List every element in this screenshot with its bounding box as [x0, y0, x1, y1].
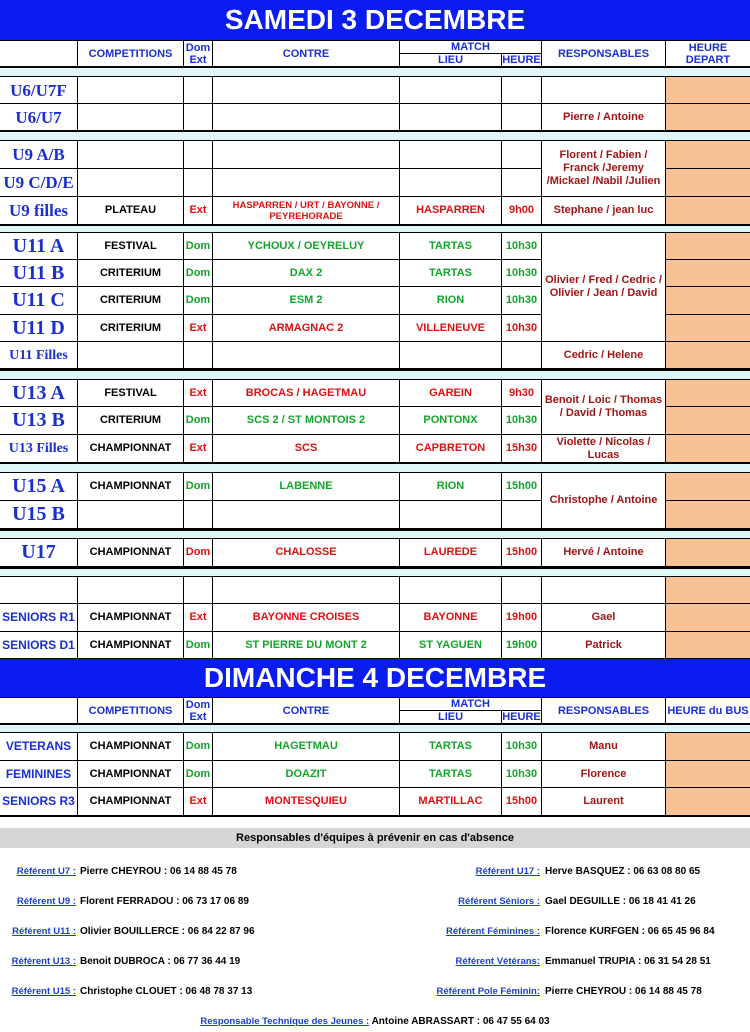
ref-u17-label[interactable]: Référent U17 :	[475, 866, 540, 877]
u6-block	[0, 77, 750, 132]
referents-title: Responsables d'équipes à prévenir en cas d'absence	[0, 828, 750, 848]
header2-dom-ext: Dom Ext	[184, 698, 213, 724]
contre-vet: HAGETMAU	[213, 733, 400, 761]
lieu-vet: TARTAS	[400, 733, 502, 761]
team-u17: U17	[0, 539, 78, 567]
de-u13a: Ext	[184, 380, 213, 407]
de-vet: Dom	[184, 733, 213, 761]
heure-u11a: 10h30	[502, 233, 542, 260]
ref-seniors-value: Gael DEGUILLE : 06 18 41 41 26	[545, 896, 696, 907]
contre-u13f: SCS	[213, 435, 400, 463]
contre-u13a: BROCAS / HAGETMAU	[213, 380, 400, 407]
ref-u9-label[interactable]: Référent U9 :	[16, 896, 76, 907]
resp-u9: Florent / Fabien / Franck /Jeremy /Mickael /Nabil /Julien	[542, 141, 666, 197]
team-u15a: U15 A	[0, 473, 78, 501]
ref-u13-value: Benoit DUBROCA : 06 77 36 44 19	[80, 956, 241, 967]
lieu-u13b: PONTONX	[400, 407, 502, 435]
lieu-u11b: TARTAS	[400, 260, 502, 287]
u9-block	[0, 141, 750, 226]
resp-u13: Benoit / Loic / Thomas / David / Thomas	[542, 380, 666, 435]
lieu-u11a: TARTAS	[400, 233, 502, 260]
resp-u11: Olivier / Fred / Cedric / Olivier / Jean / David	[542, 233, 666, 342]
heure-fem: 10h30	[502, 761, 542, 788]
contre-u11d: ARMAGNAC 2	[213, 315, 400, 342]
comp-vet: CHAMPIONNAT	[78, 733, 184, 761]
heure-u11b: 10h30	[502, 260, 542, 287]
heure-u15a: 15h00	[502, 473, 542, 501]
resp-u11f: Cedric / Helene	[542, 342, 666, 369]
comp-fem: CHAMPIONNAT	[78, 761, 184, 788]
team-fem: FEMININES	[0, 761, 78, 788]
de-u11d: Ext	[184, 315, 213, 342]
heure-u11c: 10h30	[502, 287, 542, 315]
heure-r3: 15h00	[502, 788, 542, 816]
header-depart: HEURE DEPART	[685, 42, 731, 66]
de-fem: Dom	[184, 761, 213, 788]
contre-u11a: YCHOUX / OEYRELUY	[213, 233, 400, 260]
ref-u11-value: Olivier BOUILLERCE : 06 84 22 87 96	[80, 926, 255, 937]
ref-u15-value: Christophe CLOUET : 06 48 78 37 13	[80, 986, 253, 997]
contre-u11c: ESM 2	[213, 287, 400, 315]
comp-u13b: CRITERIUM	[78, 407, 184, 435]
team-u9f: U9 filles	[0, 197, 78, 225]
ref-u17-value: Herve BASQUEZ : 06 63 08 80 65	[545, 866, 701, 877]
de-u17: Dom	[184, 539, 213, 567]
tech-value: Antoine ABRASSART : 06 47 55 64 03	[371, 1016, 550, 1027]
ref-feminines-value: Florence KURFGEN : 06 65 45 96 84	[545, 926, 715, 937]
comp-u15a: CHAMPIONNAT	[78, 473, 184, 501]
tech-label[interactable]: Responsable Technique des Jeunes :	[200, 1016, 370, 1027]
header-responsables: RESPONSABLES	[542, 41, 666, 67]
resp-u6: Pierre / Antoine	[542, 104, 666, 131]
lieu-u13f: CAPBRETON	[400, 435, 502, 463]
ref-u7-value: Pierre CHEYROU : 06 14 88 45 78	[80, 866, 237, 877]
header2-match: MATCH LIEU HEURE	[400, 698, 542, 724]
ref-pole-feminin-value: Pierre CHEYROU : 06 14 88 45 78	[545, 986, 702, 997]
heure-u9f: 9h00	[502, 197, 542, 225]
de-u13f: Ext	[184, 435, 213, 463]
header-contre: CONTRE	[213, 41, 400, 67]
contre-u9f: HASPARREN / URT / BAYONNE / PEYREHORADE	[213, 197, 400, 225]
heure-u13b: 10h30	[502, 407, 542, 435]
resp-u9f: Stephane / jean luc	[542, 197, 666, 225]
team-u11b: U11 B	[0, 260, 78, 287]
lieu-r3: MARTILLAC	[400, 788, 502, 816]
heure-u13a: 9h30	[502, 380, 542, 407]
referents-section	[0, 828, 750, 1032]
ref-u13-label[interactable]: Référent U13 :	[11, 956, 76, 967]
resp-r3: Laurent	[542, 788, 666, 816]
team-u13b: U13 B	[0, 407, 78, 435]
team-u11f: U11 Filles	[0, 342, 78, 369]
u13-block	[0, 380, 750, 464]
comp-u11d: CRITERIUM	[78, 315, 184, 342]
team-u6f: U6/U7F	[0, 77, 78, 104]
ref-u9-value: Florent FERRADOU : 06 73 17 06 89	[80, 896, 249, 907]
heure-vet: 10h30	[502, 733, 542, 761]
lieu-u11d: VILLENEUVE	[400, 315, 502, 342]
team-u9ab: U9 A/B	[0, 141, 78, 169]
lieu-r1: BAYONNE	[400, 604, 502, 632]
resp-vet: Manu	[542, 733, 666, 761]
heure-u17: 15h00	[502, 539, 542, 567]
comp-u17: CHAMPIONNAT	[78, 539, 184, 567]
team-vet: VETERANS	[0, 733, 78, 761]
day1-header	[0, 40, 750, 67]
header-empty	[0, 41, 78, 67]
lieu-fem: TARTAS	[400, 761, 502, 788]
resp-u15: Christophe / Antoine	[542, 473, 666, 529]
team-u9cde: U9 C/D/E	[0, 169, 78, 197]
comp-r1: CHAMPIONNAT	[78, 604, 184, 632]
lieu-u11c: RION	[400, 287, 502, 315]
u15-block	[0, 473, 750, 530]
heure-u13f: 15h30	[502, 435, 542, 463]
comp-u13f: CHAMPIONNAT	[78, 435, 184, 463]
team-u11d: U11 D	[0, 315, 78, 342]
ref-seniors-label[interactable]: Référent Séniors :	[458, 896, 540, 907]
lieu-u15a: RION	[400, 473, 502, 501]
ref-u7-label[interactable]: Référent U7 :	[16, 866, 76, 877]
de-u11b: Dom	[184, 260, 213, 287]
contre-r3: MONTESQUIEU	[213, 788, 400, 816]
u17-block	[0, 539, 750, 568]
team-r3: SENIORS R3	[0, 788, 78, 816]
lieu-d1: ST YAGUEN	[400, 632, 502, 659]
team-u13f: U13 Filles	[0, 435, 78, 463]
header2-bus: HEURE du BUS	[667, 705, 749, 717]
team-u11a: U11 A	[0, 233, 78, 260]
comp-r3: CHAMPIONNAT	[78, 788, 184, 816]
lieu-u17: LAUREDE	[400, 539, 502, 567]
ref-pole-feminin-label[interactable]: Référent Pole Féminin:	[436, 986, 540, 997]
comp-u11b: CRITERIUM	[78, 260, 184, 287]
de-r3: Ext	[184, 788, 213, 816]
contre-u17: CHALOSSE	[213, 539, 400, 567]
heure-u11d: 10h30	[502, 315, 542, 342]
ref-u15-label[interactable]: Référent U15 :	[11, 986, 76, 997]
comp-u9f: PLATEAU	[78, 197, 184, 225]
heure-d1: 19h00	[502, 632, 542, 659]
de-u9f: Ext	[184, 197, 213, 225]
header-match: MATCH LIEU HEURE	[400, 41, 542, 67]
team-u13a: U13 A	[0, 380, 78, 407]
de-u13b: Dom	[184, 407, 213, 435]
resp-fem: Florence	[542, 761, 666, 788]
ref-veterans-label[interactable]: Référent Vétérans:	[455, 956, 540, 967]
contre-fem: DOAZIT	[213, 761, 400, 788]
resp-u13f: Violette / Nicolas / Lucas	[542, 435, 666, 463]
team-u11c: U11 C	[0, 287, 78, 315]
resp-r1: Gael	[542, 604, 666, 632]
ref-feminines-label[interactable]: Référent Féminines :	[446, 926, 540, 937]
contre-u13b: SCS 2 / ST MONTOIS 2	[213, 407, 400, 435]
de-d1: Dom	[184, 632, 213, 659]
comp-u11a: FESTIVAL	[78, 233, 184, 260]
contre-u11b: DAX 2	[213, 260, 400, 287]
comp-u13a: FESTIVAL	[78, 380, 184, 407]
sunday-block	[0, 733, 750, 817]
u11-block	[0, 233, 750, 370]
resp-d1: Patrick	[542, 632, 666, 659]
header-competitions: COMPETITIONS	[78, 41, 184, 67]
resp-u17: Hervé / Antoine	[542, 539, 666, 567]
header2-competitions: COMPETITIONS	[78, 698, 184, 724]
seniors-block	[0, 577, 750, 660]
day1-title: SAMEDI 3 DECEMBRE	[0, 0, 750, 40]
team-u6: U6/U7	[0, 104, 78, 131]
header2-contre: CONTRE	[213, 698, 400, 724]
comp-d1: CHAMPIONNAT	[78, 632, 184, 659]
de-u15a: Dom	[184, 473, 213, 501]
day2-title: DIMANCHE 4 DECEMBRE	[0, 659, 750, 697]
team-u15b: U15 B	[0, 501, 78, 529]
team-d1: SENIORS D1	[0, 632, 78, 659]
lieu-u13a: GAREIN	[400, 380, 502, 407]
contre-d1: ST PIERRE DU MONT 2	[213, 632, 400, 659]
de-u11a: Dom	[184, 233, 213, 260]
header-dom-ext: Dom Ext	[184, 41, 213, 67]
comp-u11c: CRITERIUM	[78, 287, 184, 315]
ref-u11-label[interactable]: Référent U11 :	[12, 926, 76, 937]
de-u11c: Dom	[184, 287, 213, 315]
de-r1: Ext	[184, 604, 213, 632]
contre-u15a: LABENNE	[213, 473, 400, 501]
team-r1: SENIORS R1	[0, 604, 78, 632]
ref-veterans-value: Emmanuel TRUPIA : 06 31 54 28 51	[545, 956, 711, 967]
lieu-u9f: HASPARREN	[400, 197, 502, 225]
header2-responsables: RESPONSABLES	[542, 698, 666, 724]
contre-r1: BAYONNE CROISES	[213, 604, 400, 632]
day2-header	[0, 697, 750, 724]
heure-r1: 19h00	[502, 604, 542, 632]
